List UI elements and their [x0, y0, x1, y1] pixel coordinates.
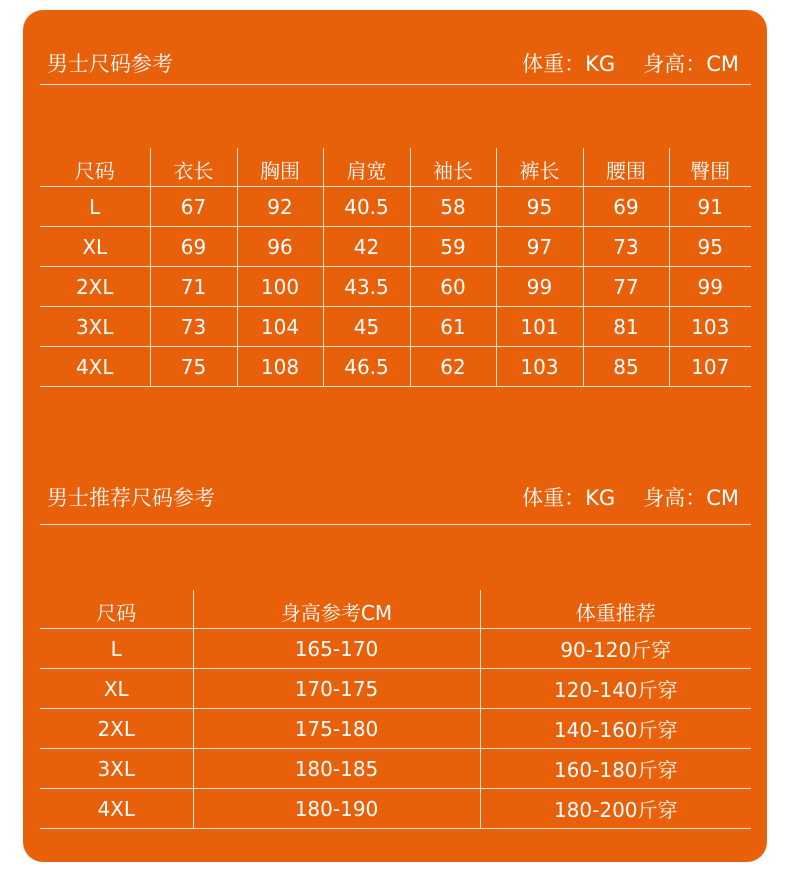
cell-length: 69	[150, 227, 237, 267]
cell-size: L	[40, 629, 193, 669]
cell-weight: 160-180斤穿	[480, 749, 751, 789]
cell-chest: 92	[237, 187, 323, 227]
size-guide-card	[23, 10, 767, 862]
cell-weight: 140-160斤穿	[480, 709, 751, 749]
cell-sleeve: 58	[410, 187, 496, 227]
cell-waist: 81	[583, 307, 669, 347]
cell-size: 2XL	[40, 709, 193, 749]
size-chart-header-divider	[40, 84, 751, 85]
cell-length: 67	[150, 187, 237, 227]
cell-shoulder: 43.5	[323, 267, 410, 307]
recommend-chart-units	[522, 486, 739, 510]
cell-pants-length: 103	[496, 347, 583, 387]
cell-pants-length: 101	[496, 307, 583, 347]
header-height-ref: 身高参考CM	[193, 590, 480, 629]
recommend-chart-table	[40, 590, 751, 829]
header-size: 尺码	[40, 590, 193, 629]
cell-size: 4XL	[40, 789, 193, 829]
cell-length: 73	[150, 307, 237, 347]
table-row	[40, 709, 751, 749]
cell-shoulder: 45	[323, 307, 410, 347]
cell-shoulder: 42	[323, 227, 410, 267]
cell-height: 180-190	[193, 789, 480, 829]
header-hip: 臀围	[669, 148, 751, 187]
cell-pants-length: 99	[496, 267, 583, 307]
cell-weight: 120-140斤穿	[480, 669, 751, 709]
table-row	[40, 187, 751, 227]
table-row	[40, 749, 751, 789]
table-row	[40, 347, 751, 387]
table-row	[40, 307, 751, 347]
recommend-chart-header-row	[40, 590, 751, 629]
cell-waist: 69	[583, 187, 669, 227]
cell-sleeve: 59	[410, 227, 496, 267]
cell-height: 180-185	[193, 749, 480, 789]
cell-size: XL	[40, 227, 150, 267]
recommend-chart-header-divider	[40, 524, 751, 525]
height-unit-label: 身高：CM	[643, 486, 739, 510]
cell-size: 3XL	[40, 307, 150, 347]
size-chart-table	[40, 148, 751, 387]
cell-waist: 73	[583, 227, 669, 267]
cell-height: 165-170	[193, 629, 480, 669]
size-chart-header-row	[40, 148, 751, 187]
cell-waist: 85	[583, 347, 669, 387]
cell-sleeve: 61	[410, 307, 496, 347]
header-chest: 胸围	[237, 148, 323, 187]
cell-size: 4XL	[40, 347, 150, 387]
cell-chest: 96	[237, 227, 323, 267]
cell-chest: 104	[237, 307, 323, 347]
cell-chest: 100	[237, 267, 323, 307]
cell-hip: 107	[669, 347, 751, 387]
table-row	[40, 789, 751, 829]
cell-waist: 77	[583, 267, 669, 307]
cell-shoulder: 40.5	[323, 187, 410, 227]
cell-length: 75	[150, 347, 237, 387]
cell-hip: 95	[669, 227, 751, 267]
header-sleeve: 袖长	[410, 148, 496, 187]
cell-weight: 180-200斤穿	[480, 789, 751, 829]
header-length: 衣长	[150, 148, 237, 187]
cell-sleeve: 62	[410, 347, 496, 387]
cell-height: 175-180	[193, 709, 480, 749]
cell-chest: 108	[237, 347, 323, 387]
cell-height: 170-175	[193, 669, 480, 709]
header-shoulder: 肩宽	[323, 148, 410, 187]
weight-unit-label: 体重：KG	[522, 486, 616, 510]
cell-hip: 103	[669, 307, 751, 347]
header-pants-length: 裤长	[496, 148, 583, 187]
table-row	[40, 227, 751, 267]
cell-sleeve: 60	[410, 267, 496, 307]
cell-weight: 90-120斤穿	[480, 629, 751, 669]
cell-hip: 91	[669, 187, 751, 227]
size-chart-units	[522, 52, 739, 76]
header-size: 尺码	[40, 148, 150, 187]
table-row	[40, 669, 751, 709]
size-chart-title: 男士尺码参考	[47, 52, 173, 76]
cell-size: L	[40, 187, 150, 227]
table-row	[40, 629, 751, 669]
cell-hip: 99	[669, 267, 751, 307]
recommend-chart-title: 男士推荐尺码参考	[47, 486, 215, 510]
header-weight-rec: 体重推荐	[480, 590, 751, 629]
table-row	[40, 267, 751, 307]
header-waist: 腰围	[583, 148, 669, 187]
weight-unit-label: 体重：KG	[522, 52, 616, 76]
cell-length: 71	[150, 267, 237, 307]
cell-pants-length: 97	[496, 227, 583, 267]
cell-size: 3XL	[40, 749, 193, 789]
cell-shoulder: 46.5	[323, 347, 410, 387]
cell-size: 2XL	[40, 267, 150, 307]
cell-size: XL	[40, 669, 193, 709]
cell-pants-length: 95	[496, 187, 583, 227]
height-unit-label: 身高：CM	[643, 52, 739, 76]
